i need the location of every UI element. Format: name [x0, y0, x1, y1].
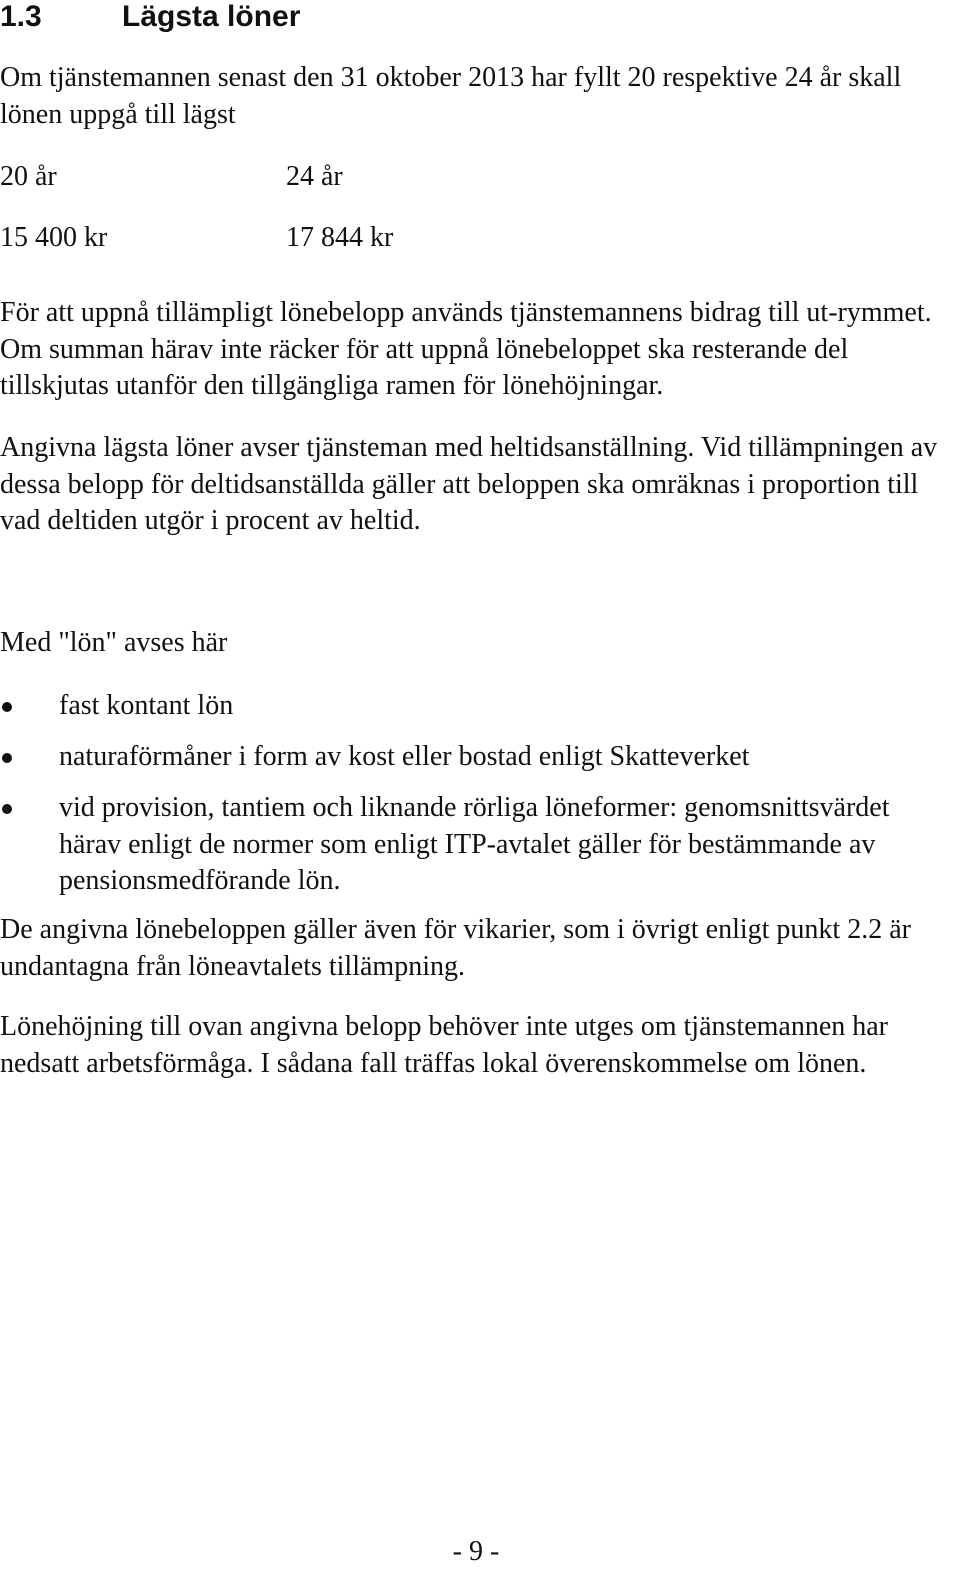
salary-24-value: 17 844 kr [286, 222, 394, 253]
salary-20-value: 15 400 kr [0, 222, 108, 253]
salary-amount-row [0, 220, 700, 256]
page-number: - 9 - [452, 1536, 500, 1567]
fulltime-paragraph: Angivna lägsta löner avser tjänsteman med heltidsanställning. Vid tillämpningen av dessa belopp för deltidsanställda gäller att beloppen ska omräknas i proportion till vad deltiden utgör i procent av heltid. [0, 432, 938, 536]
list-item-text: fast kontant lön [59, 690, 234, 721]
list-item-text: naturaförmåner i form av kost eller bostad enligt Skatteverket [59, 741, 750, 772]
section-heading [0, 0, 960, 37]
section-number: 1.3 [0, 0, 42, 33]
age-24-header: 24 år [286, 161, 343, 192]
bullet-icon [2, 804, 12, 814]
salary-age-row [0, 159, 700, 195]
contribution-paragraph: För att uppnå tillämpligt lönebelopp används tjänstemannens bidrag till ut-rymmet. Om summan härav inte räcker för att uppnå lönebeloppet ska resterande del tillskjutas utanför den tillgängliga ramen för lönehöjningar. [0, 297, 932, 401]
intro-paragraph: Om tjänstemannen senast den 31 oktober 2013 har fyllt 20 respektive 24 år skall lönen uppgå till lägst [0, 62, 902, 130]
list-item-text: vid provision, tantiem och liknande rörliga löneformer: genomsnittsvärdet härav enligt de normer som enligt ITP-avtalet gäller för bestämmande av pensionsmedförande lön. [59, 792, 890, 896]
reduced-capacity-paragraph: Lönehöjning till ovan angivna belopp behöver inte utges om tjänstemannen har nedsatt arbetsförmåga. I sådana fall träffas lokal överenskommelse om lönen. [0, 1011, 889, 1079]
lon-definition-intro: Med "lön" avses här [0, 627, 228, 658]
bullet-icon [2, 753, 12, 763]
section-title: Lägsta löner [122, 0, 301, 33]
age-20-header: 20 år [0, 161, 57, 192]
bullet-icon [2, 702, 12, 712]
substitute-paragraph: De angivna lönebeloppen gäller även för vikarier, som i övrigt enligt punkt 2.2 är undantagna från löneavtalets tillämpning. [0, 914, 911, 982]
